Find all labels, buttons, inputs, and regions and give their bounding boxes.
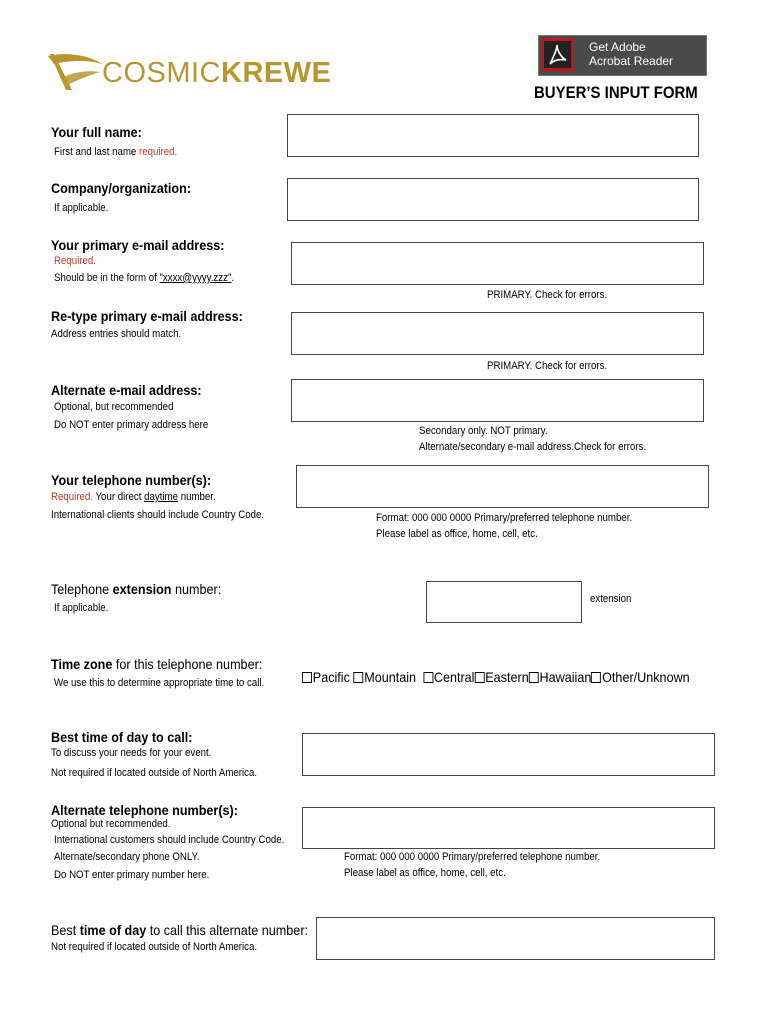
- full-name-hint: First and last name required.: [54, 146, 178, 158]
- timezone-option-hawaiian[interactable]: Hawaiian: [529, 669, 592, 685]
- company-hint: If applicable.: [54, 202, 109, 214]
- company-input[interactable]: [287, 178, 699, 221]
- phone-label: Your telephone number(s):: [51, 472, 212, 488]
- alt-phone-input[interactable]: [302, 807, 715, 849]
- acrobat-line1: Get Adobe: [589, 40, 646, 54]
- phone-hint2: International clients should include Country Code.: [51, 509, 265, 521]
- timezone-option-central[interactable]: Central: [423, 669, 474, 685]
- email-retype-note: PRIMARY. Check for errors.: [487, 360, 608, 372]
- checkbox[interactable]: [423, 672, 433, 683]
- timezone-hint: We use this to determine appropriate time to call.: [54, 677, 265, 689]
- checkbox[interactable]: [302, 672, 312, 683]
- alt-phone-label: Alternate telephone number(s):: [51, 802, 238, 818]
- alt-phone-note2: Please label as office, home, cell, etc.: [344, 867, 506, 879]
- get-acrobat-reader-badge[interactable]: [538, 35, 707, 76]
- alt-best-time-label: Best time of day to call this alternate number:: [51, 922, 309, 938]
- alt-phone-hint3: Alternate/secondary phone ONLY.: [54, 851, 200, 863]
- alt-email-hint2: Do NOT enter primary address here: [54, 419, 209, 431]
- phone-input[interactable]: [296, 465, 709, 508]
- acrobat-line2: Acrobat Reader: [589, 54, 674, 68]
- brand-logo: [44, 50, 364, 100]
- checkbox[interactable]: [591, 672, 601, 683]
- email-retype-input[interactable]: [291, 312, 704, 355]
- company-label: Company/organization:: [51, 180, 192, 196]
- alt-phone-hint1: Optional but recommended.: [51, 818, 171, 830]
- checkbox[interactable]: [353, 672, 363, 683]
- email-note: PRIMARY. Check for errors.: [487, 289, 608, 301]
- form-title: BUYER’S INPUT FORM: [534, 83, 698, 102]
- extension-label: Telephone extension number:: [51, 581, 222, 597]
- alt-email-input[interactable]: [291, 379, 704, 422]
- full-name-label: Your full name:: [51, 124, 142, 140]
- checkbox[interactable]: [529, 672, 539, 683]
- phone-note2: Please label as office, home, cell, etc.: [376, 528, 538, 540]
- extension-note: extension: [590, 593, 632, 605]
- best-time-hint1: To discuss your needs for your event.: [51, 747, 212, 759]
- email-required: Required.: [54, 255, 96, 267]
- best-time-label: Best time of day to call:: [51, 729, 193, 745]
- extension-hint: If applicable.: [54, 602, 109, 614]
- timezone-options: [302, 669, 690, 685]
- email-retype-hint: Address entries should match.: [51, 328, 182, 340]
- timezone-option-other[interactable]: Other/Unknown: [591, 669, 689, 685]
- alt-email-label: Alternate e-mail address:: [51, 382, 202, 398]
- best-time-input[interactable]: [302, 733, 715, 776]
- best-time-hint2: Not required if located outside of North America.: [51, 767, 258, 779]
- email-input[interactable]: [291, 242, 704, 285]
- checkbox[interactable]: [474, 672, 484, 683]
- brand-name: COSMICKREWE: [102, 57, 332, 89]
- timezone-option-eastern[interactable]: Eastern: [474, 669, 528, 685]
- alt-email-note1: Secondary only. NOT primary.: [419, 425, 548, 437]
- extension-input[interactable]: [426, 581, 582, 623]
- acrobat-icon: [541, 38, 574, 71]
- email-label: Your primary e-mail address:: [51, 237, 225, 253]
- email-hint: Should be in the form of "xxxx@yyyy.zzz".: [54, 272, 235, 284]
- alt-best-time-input[interactable]: [316, 917, 715, 960]
- full-name-input[interactable]: [287, 114, 699, 157]
- alt-email-hint1: Optional, but recommended: [54, 401, 174, 413]
- comet-swoosh-icon: [44, 50, 106, 96]
- timezone-option-mountain[interactable]: Mountain: [353, 669, 416, 685]
- alt-email-note2: Alternate/secondary e-mail address.Check for errors.: [419, 441, 647, 453]
- phone-hint: Required. Your direct daytime number.: [51, 491, 216, 503]
- alt-phone-note1: Format: 000 000 0000 Primary/preferred telephone number.: [344, 851, 601, 863]
- phone-note1: Format: 000 000 0000 Primary/preferred telephone number.: [376, 512, 633, 524]
- email-retype-label: Re-type primary e-mail address:: [51, 308, 243, 324]
- timezone-label: Time zone for this telephone number:: [51, 656, 263, 672]
- alt-phone-hint2: International customers should include Country Code.: [54, 834, 285, 846]
- alt-best-time-hint: Not required if located outside of North America.: [51, 941, 258, 953]
- alt-phone-hint4: Do NOT enter primary number here.: [54, 869, 210, 881]
- timezone-option-pacific[interactable]: Pacific: [302, 669, 350, 685]
